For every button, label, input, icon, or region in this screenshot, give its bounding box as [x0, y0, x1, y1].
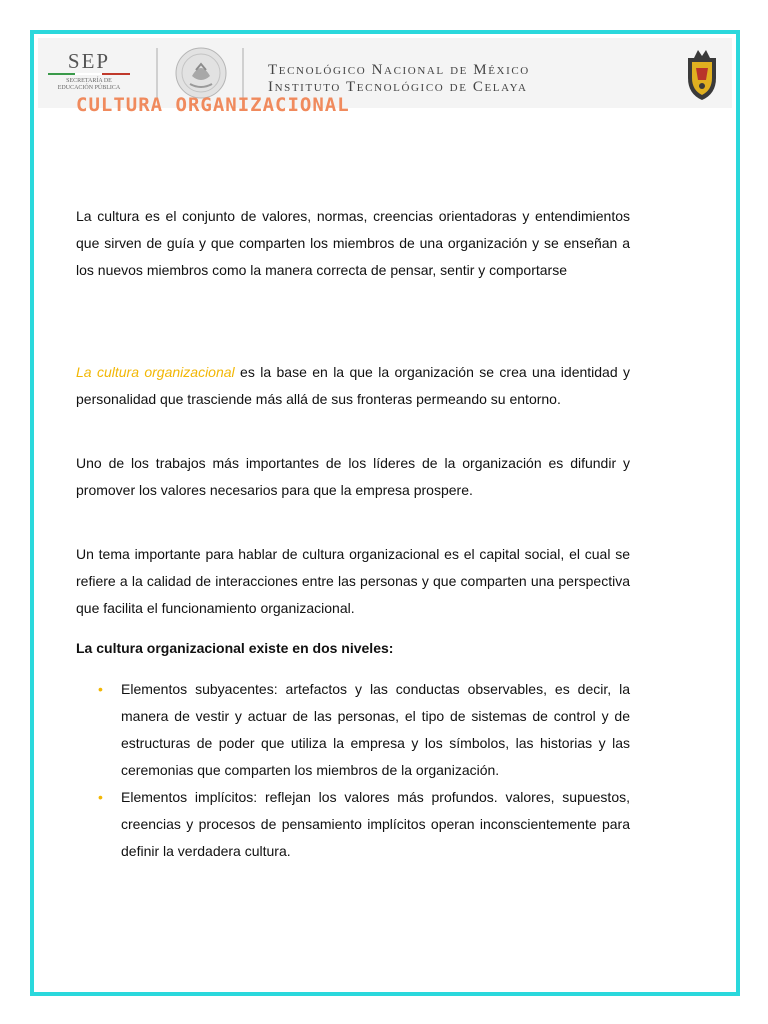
sep-logo: [44, 50, 134, 100]
levels-list: [76, 676, 630, 865]
bullet-icon: •: [98, 789, 103, 805]
list-item: [76, 784, 630, 865]
levels-heading: La cultura organizacional existe en dos niveles:: [76, 640, 394, 656]
paragraph-text: es la base en la que la organización se crea una identidad y personalidad que trasciende más allá de sus fronteras permeando su entorno.: [76, 364, 631, 407]
paragraph-social-capital: Un tema importante para hablar de cultura organizacional es el capital social, el cual se refiere a la calidad de interacciones entre las personas y que comparten una perspectiva que facilita el funcionamiento organizacional.: [76, 546, 630, 616]
sep-logo-subtitle-2: EDUCACIÓN PÚBLICA: [57, 85, 121, 91]
mexico-seal-icon: [174, 46, 228, 100]
institute-line-2: Instituto Tecnológico de Celaya: [268, 79, 528, 95]
header-divider: [156, 48, 158, 100]
list-item-text: Elementos subyacentes: artefactos y las conductas observables, es decir, la manera de vestir y actuar de las personas, el tipo de sistemas de control y de estructuras de poder que utiliza la empresa y los símbolos, las historias y las ceremonias que comparten los miembros de la organización.: [121, 681, 630, 778]
institute-line-1: Tecnológico Nacional de México: [268, 62, 530, 78]
paragraph-leaders: Uno de los trabajos más importantes de los líderes de la organización es difundir y promover los valores necesarios para que la empresa prospere.: [76, 455, 630, 498]
page-title: CULTURA ORGANIZACIONAL: [76, 94, 350, 116]
emphasis-term: La cultura organizacional: [76, 364, 235, 380]
sep-logo-bar: [48, 73, 130, 75]
sep-logo-subtitle-1: SECRETARÍA DE: [66, 78, 112, 84]
header-divider: [242, 48, 244, 100]
sep-logo-title: SEP: [67, 49, 111, 73]
paragraph-definition: La cultura es el conjunto de valores, normas, creencias orientadoras y entendimientos que sirven de guía y que comparten los miembros de una organización y se enseñan a los nuevos miembros como la manera correcta de pensar, sentir y comportarse: [76, 208, 630, 278]
paragraph-organizational-culture: [76, 359, 630, 413]
list-item: [76, 676, 630, 784]
institute-name: [268, 62, 530, 96]
celaya-crest-icon: [682, 48, 722, 102]
bullet-icon: •: [98, 681, 103, 697]
list-item-text: Elementos implícitos: reflejan los valores más profundos. valores, supuestos, creencias y procesos de pensamiento implícitos operan inconscientemente para definir la verdadera cultura.: [121, 789, 630, 859]
